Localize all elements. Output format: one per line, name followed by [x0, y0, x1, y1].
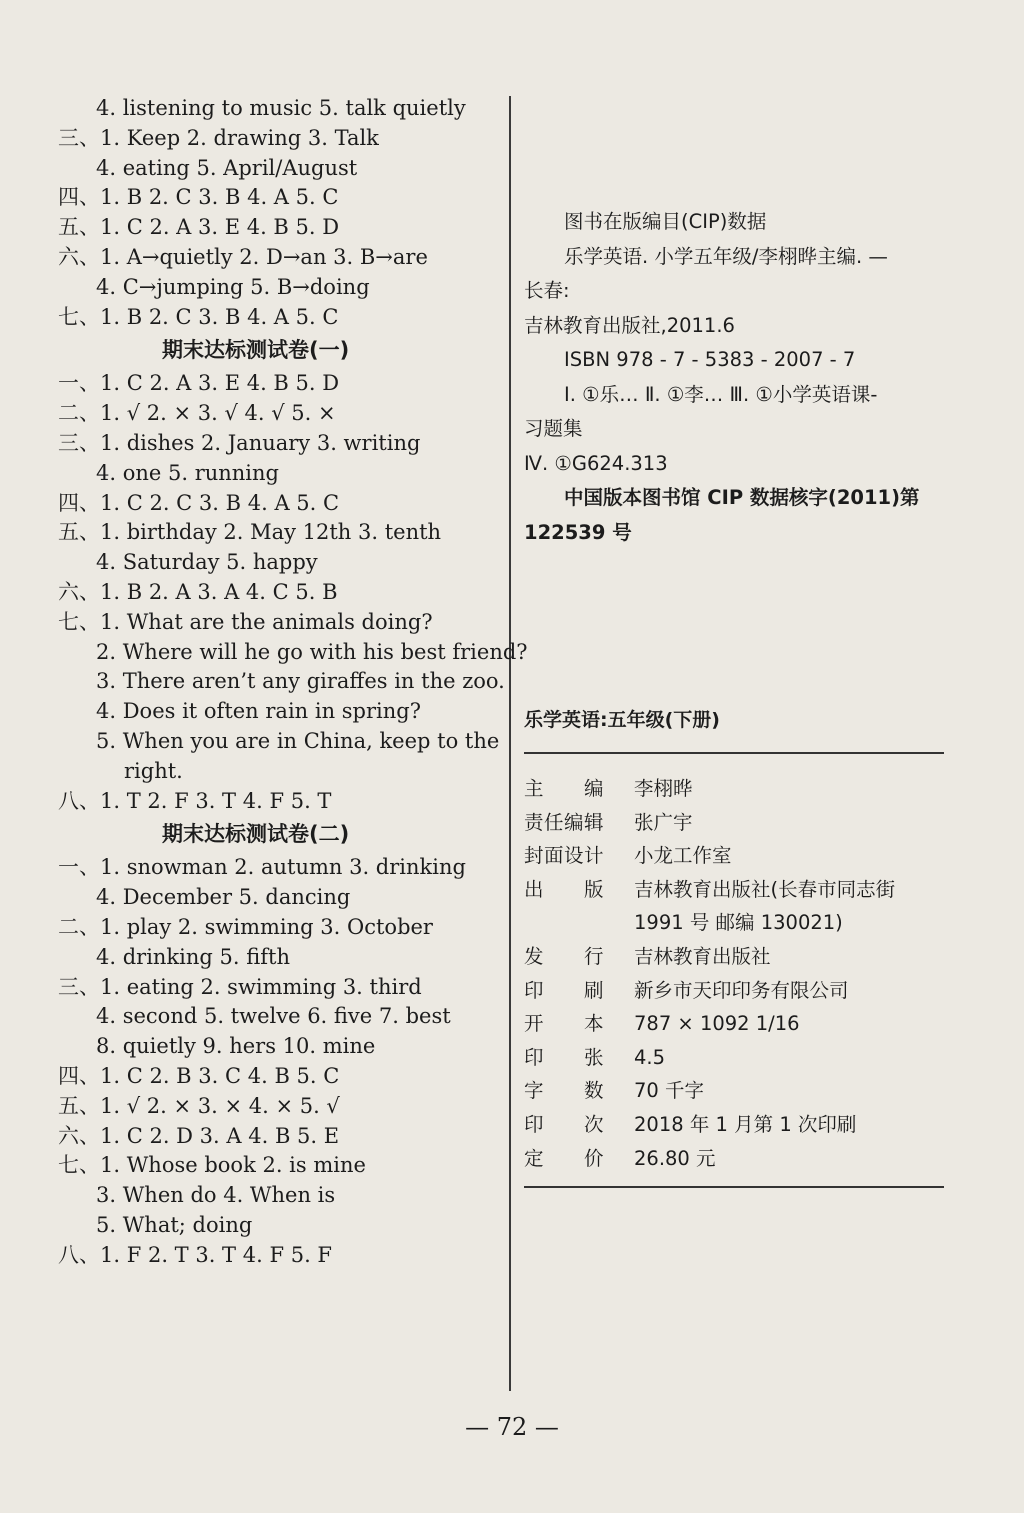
publishing-value: 吉林教育出版社 [634, 944, 771, 968]
publishing-info [524, 772, 944, 1175]
publishing-row [524, 1108, 944, 1142]
answer-line: right. [124, 758, 183, 783]
publishing-row [524, 873, 944, 907]
answer-line: 七、1. Whose book 2. is mine [58, 1153, 366, 1178]
cip-class: 习题集 [524, 417, 583, 440]
answer-line: 四、1. C 2. B 3. C 4. B 5. C [58, 1063, 340, 1088]
publishing-value: 新乡市天印印务有限公司 [634, 978, 849, 1002]
answer-line: 一、1. snowman 2. autumn 3. drinking [58, 855, 466, 880]
publishing-label: 印 刷 [524, 978, 605, 1002]
answer-line: 七、1. B 2. C 3. B 4. A 5. C [58, 304, 339, 329]
publishing-label: 印 次 [524, 1112, 605, 1136]
answer-line: 4. eating 5. April/August [96, 155, 358, 180]
answer-line: 二、1. √ 2. × 3. √ 4. √ 5. × [58, 401, 336, 426]
answer-line: 六、1. C 2. D 3. A 4. B 5. E [58, 1123, 340, 1148]
answer-line: 七、1. What are the animals doing? [58, 609, 433, 634]
publishing-label: 出 版 [524, 877, 605, 901]
answer-line: 4. second 5. twelve 6. five 7. best [96, 1004, 451, 1029]
cip-heading: 图书在版编目(CIP)数据 [564, 210, 767, 233]
publishing-value: 吉林教育出版社(长春市同志街 [634, 877, 896, 901]
cip-library: 中国版本图书馆 CIP 数据核字(2011)第 [564, 486, 920, 509]
cip-line: 长春: [524, 279, 570, 302]
cip-line: 吉林教育出版社,2011.6 [524, 313, 735, 337]
answer-line: 四、1. B 2. C 3. B 4. A 5. C [58, 185, 339, 210]
answer-line: 三、1. dishes 2. January 3. writing [58, 430, 421, 455]
answer-line: 五、1. birthday 2. May 12th 3. tenth [58, 520, 442, 545]
answer-line: 3. When do 4. When is [96, 1183, 336, 1208]
rule-top [524, 752, 944, 754]
publishing-value: 26.80 元 [634, 1146, 716, 1170]
publishing-value: 2018 年 1 月第 1 次印刷 [634, 1112, 857, 1136]
publishing-value: 70 千字 [634, 1079, 705, 1103]
answer-line: 4. C→jumping 5. B→doing [96, 274, 370, 299]
publishing-value: 4.5 [634, 1045, 666, 1069]
book-title: 乐学英语:五年级(下册) [524, 709, 720, 731]
publishing-row [524, 1007, 944, 1041]
publishing-value: 小龙工作室 [634, 844, 732, 868]
publishing-row [524, 1142, 944, 1176]
cip-library: 122539 号 [524, 520, 632, 544]
publishing-row [524, 1074, 944, 1108]
publishing-row [524, 974, 944, 1008]
answer-line: 5. What; doing [96, 1212, 253, 1237]
answer-line: 四、1. C 2. C 3. B 4. A 5. C [58, 490, 340, 515]
publishing-row [524, 839, 944, 873]
answer-key-column [58, 94, 528, 1270]
publishing-row [524, 940, 944, 974]
publishing-label: 主 编 [524, 777, 605, 800]
answer-line: 4. Saturday 5. happy [96, 550, 318, 575]
publishing-row [524, 906, 944, 940]
column-divider [509, 96, 511, 1391]
publishing-value: 李栩晔 [634, 777, 693, 800]
publishing-label: 印 张 [524, 1045, 605, 1069]
answer-line: 六、1. B 2. A 3. A 4. C 5. B [58, 579, 338, 604]
section-heading: 期末达标测试卷(一) [162, 338, 350, 363]
rule-bottom [524, 1186, 944, 1188]
publishing-row [524, 1041, 944, 1075]
answer-line: 八、1. F 2. T 3. T 4. F 5. F [58, 1242, 332, 1267]
publishing-row [524, 772, 944, 806]
publishing-label: 封面设计 [524, 844, 605, 868]
answer-line: 4. one 5. running [96, 460, 279, 485]
cip-line: 乐学英语. 小学五年级/李栩晔主编. — [564, 244, 888, 268]
publishing-label: 定 价 [524, 1146, 605, 1170]
publishing-value: 1991 号 邮编 130021) [634, 911, 843, 935]
answer-line: 4. Does it often rain in spring? [96, 699, 421, 724]
answer-line: 二、1. play 2. swimming 3. October [58, 914, 433, 939]
answer-line: 4. drinking 5. fifth [96, 944, 290, 969]
answer-line: 5. When you are in China, keep to the [96, 728, 500, 753]
publishing-label [524, 906, 634, 940]
answer-line: 一、1. C 2. A 3. E 4. B 5. D [58, 371, 340, 396]
answer-line: 三、1. Keep 2. drawing 3. Talk [58, 125, 379, 150]
page-number: — 72 — [465, 1413, 559, 1441]
answer-line: 六、1. A→quietly 2. D→an 3. B→are [58, 244, 428, 269]
cip-class: Ⅰ. ①乐… Ⅱ. ①李… Ⅲ. ①小学英语课- [564, 382, 878, 406]
answer-line: 五、1. √ 2. × 3. × 4. × 5. √ [58, 1093, 340, 1118]
cip-block [524, 205, 944, 550]
answer-line: 4. December 5. dancing [96, 885, 351, 910]
answer-line: 3. There aren’t any giraffes in the zoo. [96, 669, 505, 694]
answer-line: 五、1. C 2. A 3. E 4. B 5. D [58, 215, 340, 240]
publishing-value: 张广宇 [634, 810, 693, 834]
publishing-value: 787 × 1092 1/16 [634, 1012, 800, 1036]
answer-line: 2. Where will he go with his best friend? [96, 639, 528, 664]
cip-isbn: ISBN 978 - 7 - 5383 - 2007 - 7 [564, 348, 856, 371]
publishing-label: 责任编辑 [524, 810, 605, 834]
publishing-label: 开 本 [524, 1012, 605, 1036]
answer-line: 八、1. T 2. F 3. T 4. F 5. T [58, 788, 332, 813]
publishing-row [524, 806, 944, 840]
publishing-label: 发 行 [524, 944, 605, 968]
answer-line: 三、1. eating 2. swimming 3. third [58, 974, 422, 999]
cip-class: Ⅳ. ①G624.313 [524, 451, 668, 475]
publishing-label: 字 数 [524, 1079, 605, 1103]
answer-line: 8. quietly 9. hers 10. mine [96, 1034, 376, 1059]
answer-line: 4. listening to music 5. talk quietly [96, 96, 466, 120]
section-heading: 期末达标测试卷(二) [162, 822, 350, 847]
